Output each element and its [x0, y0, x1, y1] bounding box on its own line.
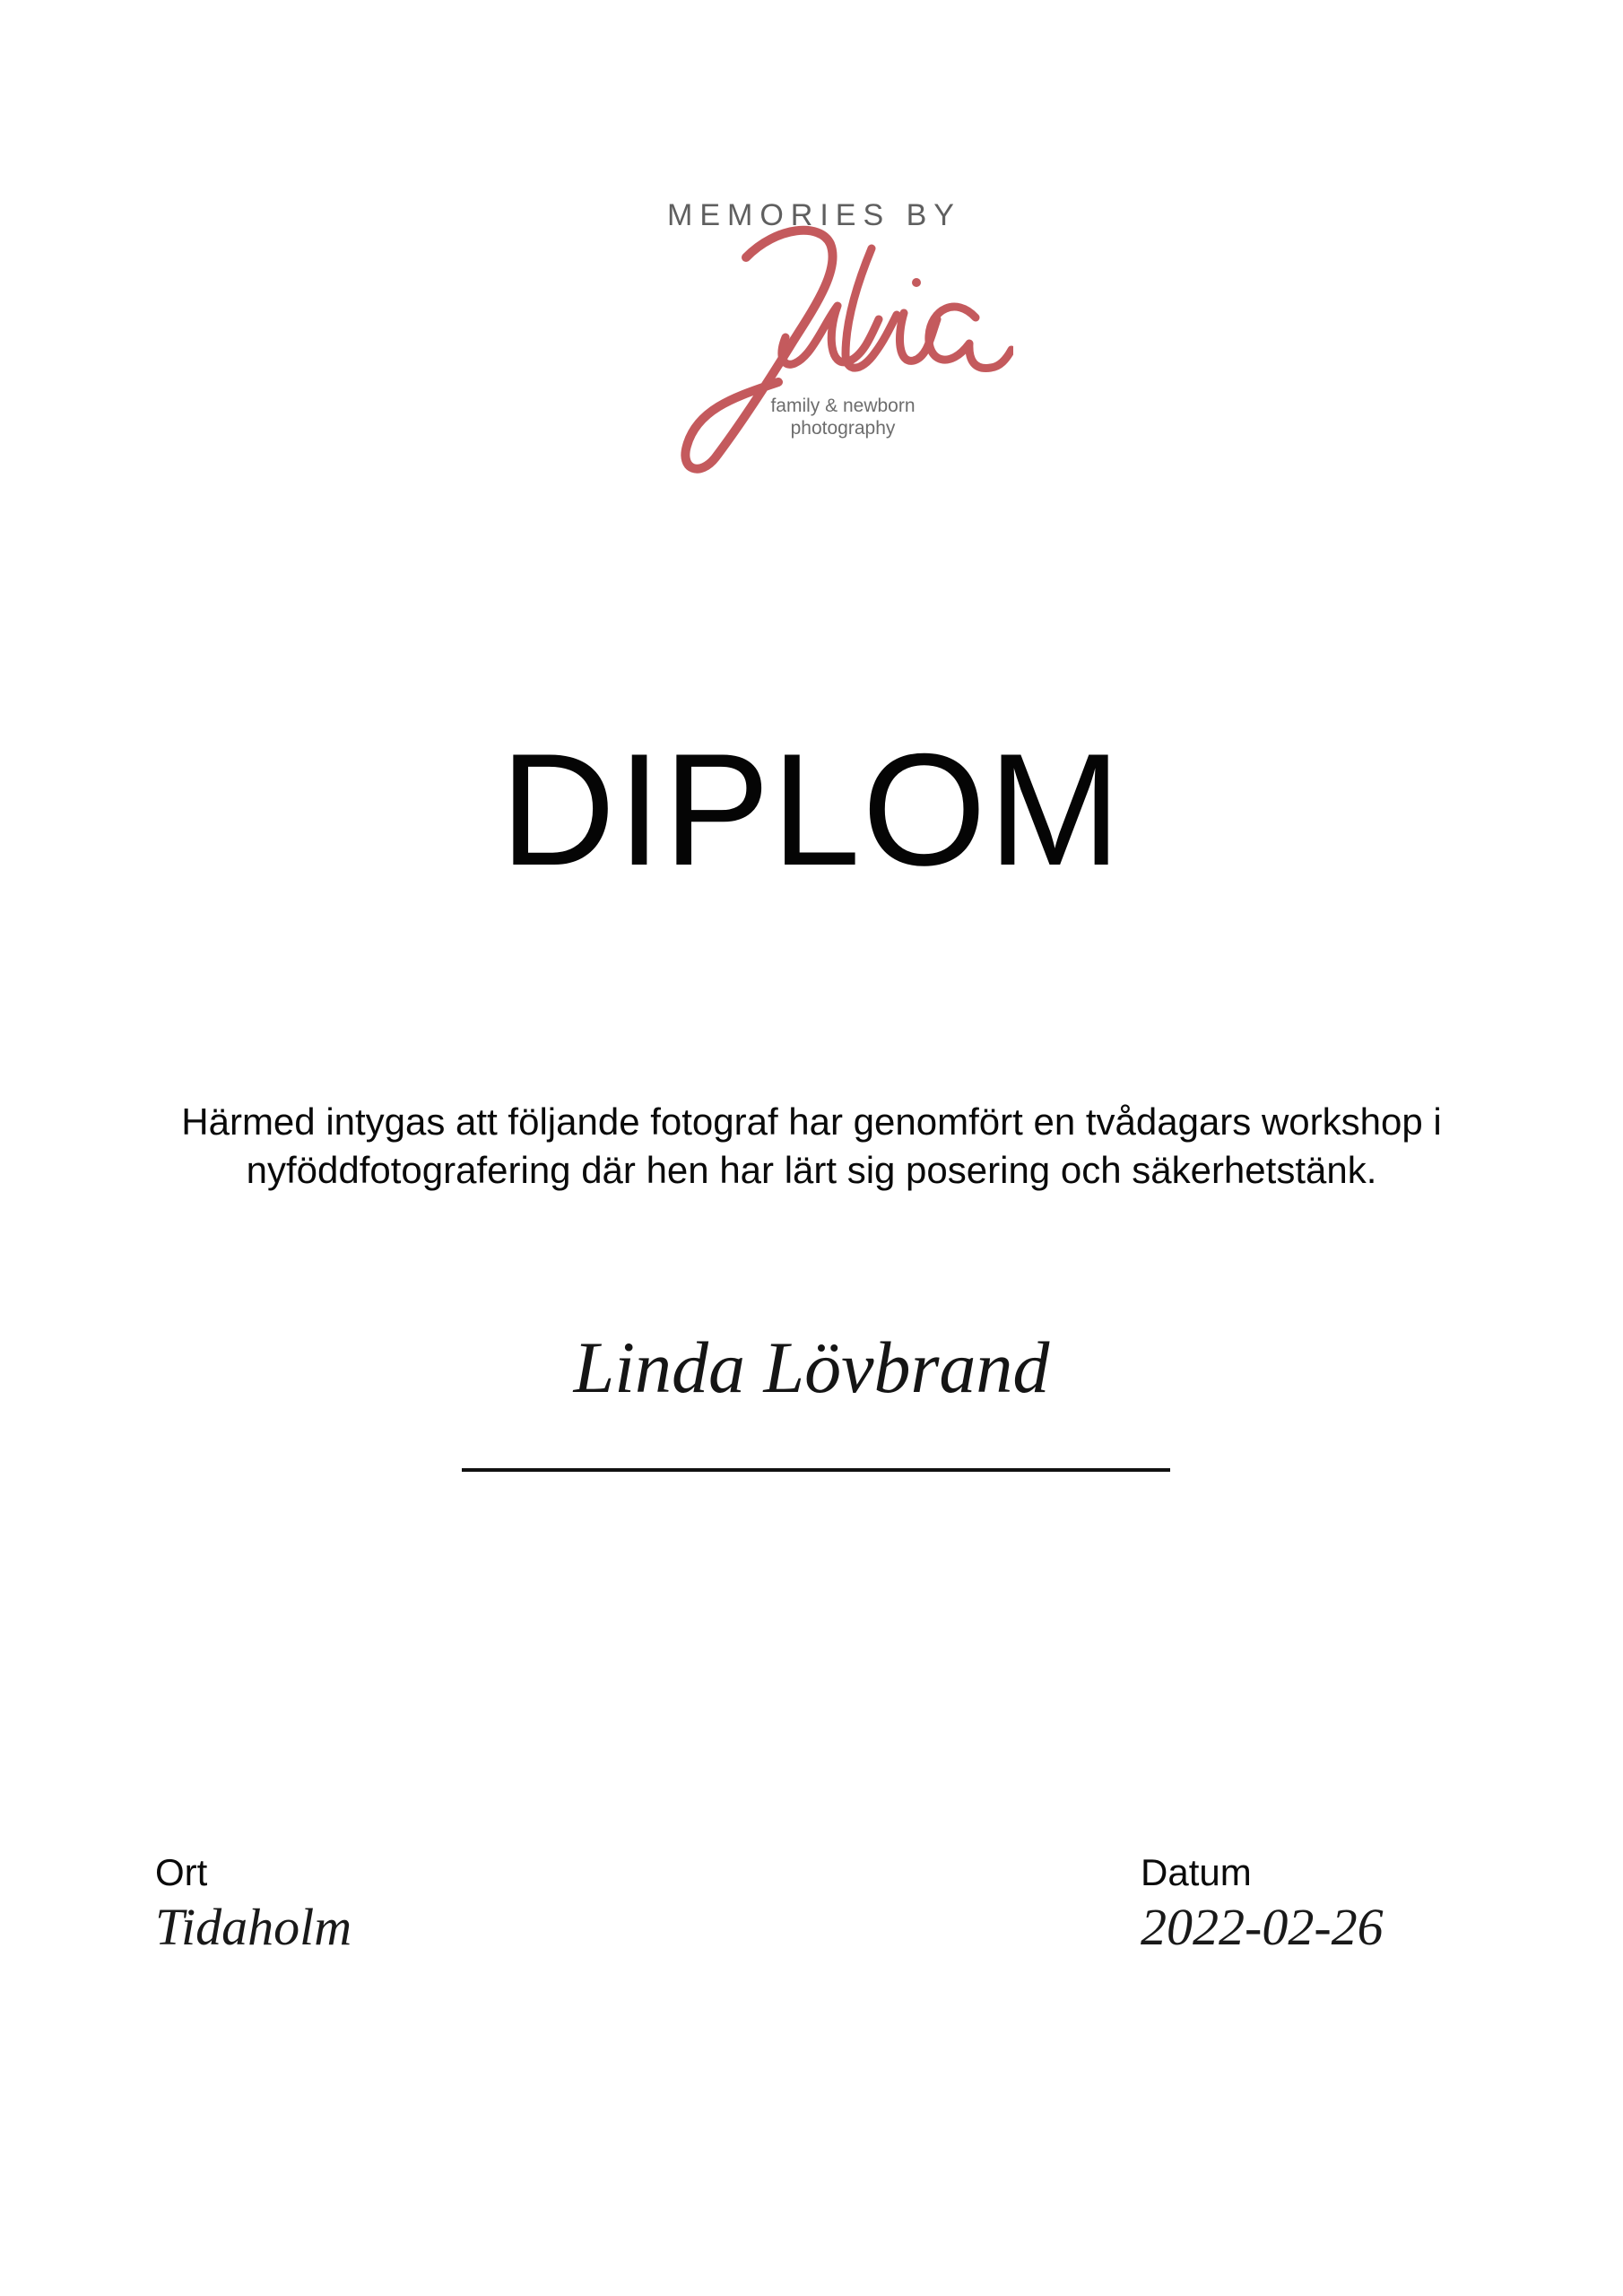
certificate-statement — [143, 1098, 1480, 1195]
recipient-name: Linda Lövbrand — [573, 1326, 1050, 1408]
diploma-title: DIPLOM — [499, 720, 1124, 899]
logo-subtitle-line-2: photography — [790, 418, 896, 439]
logo-subtitle — [735, 395, 950, 439]
recipient-signature-line — [462, 1468, 1170, 1472]
logo-subtitle-line-1: family & newborn — [770, 396, 916, 416]
memories-by-julia-logo — [619, 184, 1013, 480]
date-label: Datum — [1141, 1851, 1252, 1893]
statement-line-1: Härmed intygas att följande fotograf har genomfört en tvådagars workshop i — [181, 1100, 1442, 1143]
place-value: Tidaholm — [155, 1898, 352, 1956]
date-value: 2022-02-26 — [1141, 1898, 1384, 1956]
place-label: Ort — [155, 1851, 208, 1893]
statement-line-2: nyföddfotografering där hen har lärt sig posering och säkerhetstänk. — [246, 1149, 1377, 1191]
logo-top-text: MEMORIES BY — [667, 198, 961, 232]
